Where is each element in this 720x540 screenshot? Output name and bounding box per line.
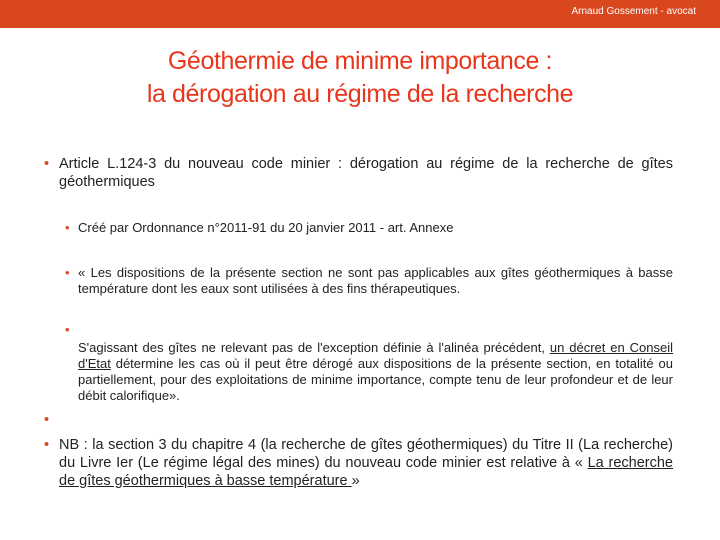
slide-title-line-2: la dérogation au régime de la recherche xyxy=(146,80,574,108)
nb-text-start: NB : la section 3 du chapitre 4 (la recherche de gîtes géothermiques) du Titre II (La recherche) du Livre Ier (Le régime légal des mines) du nouveau code minier est relative à « xyxy=(59,437,673,471)
bullet-dot-icon: • xyxy=(65,265,70,280)
bullet-dot-icon: • xyxy=(44,156,50,172)
slide-title xyxy=(60,45,660,111)
bullet-ordonnance: Créé par Ordonnance n°2011-91 du 20 janvier 2011 - art. Annexe xyxy=(78,220,454,235)
decret-link[interactable]: un décret en Conseil d'Etat xyxy=(78,340,674,371)
bullet-dot-icon: • xyxy=(65,322,70,337)
header-bar xyxy=(0,0,720,28)
bullet-dot-icon: • xyxy=(44,412,50,428)
derogation-text-start: S'agissant des gîtes ne relevant pas de l'exception définie à l'alinéa précédent, xyxy=(78,340,550,355)
bullet-dot-icon: • xyxy=(65,220,70,235)
bullet-derogation xyxy=(78,340,673,404)
bullet-quote: « Les dispositions de la présente section ne sont pas applicables aux gîtes géothermiques à basse température dont les eaux sont utilisées à des fins thérapeutiques. xyxy=(78,265,673,296)
bullet-nb xyxy=(59,436,673,490)
nb-text-end: » xyxy=(351,473,360,489)
recherche-link[interactable]: La recherche de gîtes géothermiques à basse température xyxy=(59,455,673,489)
author-label: Arnaud Gossement - avocat xyxy=(571,6,696,17)
slide-title-line-1: Géothermie de minime importance : xyxy=(167,47,553,75)
bullet-dot-icon: • xyxy=(44,437,50,453)
derogation-text-end: détermine les cas où il peut être dérogé aux dispositions de la présente section, en totalité ou partiellement, pour des exploitations de minime importance, compte tenu de leur profondeur et de leur débit calorifique». xyxy=(78,356,673,403)
bullet-article: Article L.124-3 du nouveau code minier : dérogation au régime de la recherche de gîtes géothermiques xyxy=(59,156,673,190)
